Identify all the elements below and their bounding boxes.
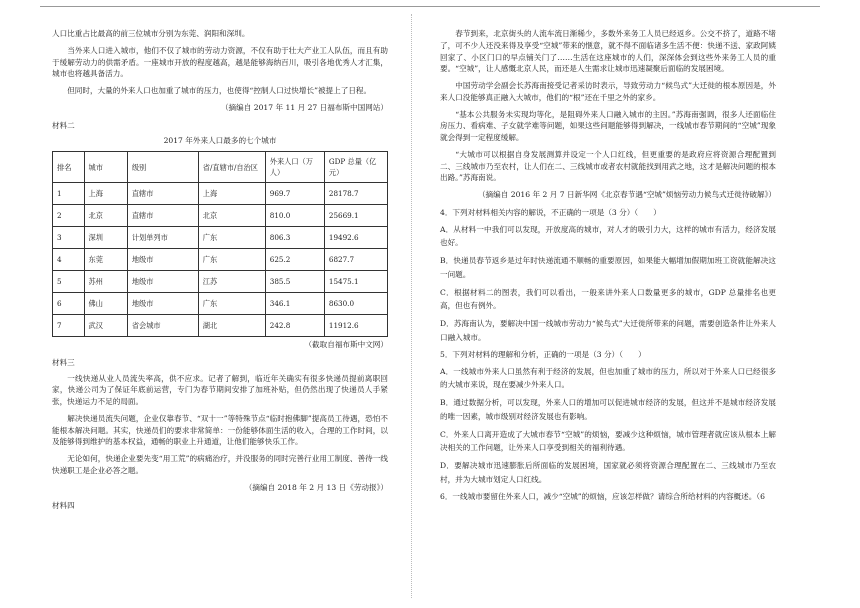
cell: 计划单列市	[127, 227, 198, 249]
th-migrants: 外来人口（万人）	[265, 152, 324, 183]
cell: 广东	[198, 293, 265, 315]
material4-para3: “基本公共服务未实现均等化，是阻碍外来人口融入城市的主因。”苏海南强调，很多人还面临住房压力、看病难、子女就学难等问题，如果这些问题能够得到解决，一线城市春节期间的“空城”现象就会得到一定程度缓解。	[440, 109, 776, 143]
cell: 810.0	[265, 205, 324, 227]
left-column	[52, 28, 388, 515]
cell: 969.7	[265, 183, 324, 205]
cell: 北京	[198, 205, 265, 227]
cell: 上海	[84, 183, 127, 205]
intro-line: 人口比重占比最高的前三位城市分别为东莞、润阳和深圳。	[52, 29, 250, 38]
cell: 385.5	[265, 271, 324, 293]
cell: 2	[53, 205, 85, 227]
cell: 19492.6	[324, 227, 387, 249]
cell: 湖北	[198, 315, 265, 337]
material3-para3: 无论如何，快递企业要先变“用工荒”的病痛治疗，并没服务的同时完善行业用工制度、善待一线快递职工是企业必答之题。	[52, 454, 388, 476]
cell: 深圳	[84, 227, 127, 249]
q4-option-d: D．苏海南认为，要解决中国一线城市劳动力“候鸟式”大迁徙所带来的问题，需要创造条件让外来人口融入城市。	[440, 319, 776, 342]
migrant-population-table	[52, 151, 388, 337]
table-row	[53, 205, 388, 227]
cell: 625.2	[265, 249, 324, 271]
cell: 地级市	[127, 249, 198, 271]
cell: 6827.7	[324, 249, 387, 271]
material1-para2: 但同时，大量的外来人口也加重了城市的压力，也使得“控制人口过快增长”被提上了日程。	[67, 86, 372, 96]
cell: 25669.1	[324, 205, 387, 227]
cell: 15475.1	[324, 271, 387, 293]
cell: 北京	[84, 205, 127, 227]
q5-option-b: B．通过数据分析，可以发现，外来人口的增加可以促进城市经济的发展，但这并不是城市经济发展的唯一因素，城市级别对经济发展也有影响。	[440, 398, 776, 421]
table-row	[53, 227, 388, 249]
column-divider	[411, 14, 412, 598]
cell: 7	[53, 315, 85, 337]
cell: 佛山	[84, 293, 127, 315]
cell: 省会城市	[127, 315, 198, 337]
cell: 6	[53, 293, 85, 315]
source-material1: （摘编自 2017 年 11 月 27 日福布斯中国网站）	[220, 102, 388, 112]
question-4: 4．下列对材料相关内容的解说，不正确的一项是（3 分）（ ）	[440, 207, 661, 217]
material2-heading: 材料二	[52, 120, 75, 130]
th-gdp: GDP 总量（亿元）	[324, 152, 387, 183]
table-row	[53, 315, 388, 337]
table-row	[53, 293, 388, 315]
material3-heading: 材料三	[52, 357, 75, 367]
cell: 上海	[198, 183, 265, 205]
q4-option-a: A．从材料一中我们可以发现，开放度高的城市，对人才的吸引力大，这样的城市有活力，经济发展也好。	[440, 224, 776, 247]
table-header-row	[53, 152, 388, 183]
q5-option-c: C．外来人口离开造成了大城市春节“空城”的烦恼，要减少这种烦恼，城市管理者就应该从根本上解决相关的工作问题，让外来人口享受到相关的福利待遇。	[440, 429, 776, 453]
th-province: 省/直辖市/自治区	[198, 152, 265, 183]
material1-para1: 当外来人口进入城市，他们不仅了城市的劳动力资源，不仅有助于壮大产业工人队伍，而且有助于缓解劳动力的供需矛盾。一座城市开放的程度越高，越是能够海纳百川，吸引各地优秀人才汇集，城市也将越具备活力。	[52, 45, 388, 79]
th-rank: 排名	[53, 152, 85, 183]
cell: 346.1	[265, 293, 324, 315]
cell: 1	[53, 183, 85, 205]
cell: 直辖市	[127, 183, 198, 205]
source-material3: （摘编自 2018 年 2 月 13 日《劳动报》）	[244, 482, 388, 492]
cell: 地级市	[127, 293, 198, 315]
cell: 3	[53, 227, 85, 249]
material3-para2: 解决快递员流失问题，企业仅靠春节、“双十一”等特殊节点“临时抱佛脚”提高员工待遇，恐怕不能根本解决问题。其实，快递员们的要求非常简单：一份能够体面生活的收入，合理的工作时间，以及能够得到维护的基本权益，通畅的职业上升通道，让他们能够快乐工作。	[52, 413, 388, 447]
cell: 5	[53, 271, 85, 293]
cell: 武汉	[84, 315, 127, 337]
cell: 4	[53, 249, 85, 271]
cell: 28178.7	[324, 183, 387, 205]
material4-para2: 中国劳动学会副会长苏海南接受记者采访时表示，导致劳动力“候鸟式”大迁徙的根本原因是，外来人口没能够真正融入大城市，他们的“根”还在千里之外的家乡。	[440, 81, 776, 102]
material4-para1: 春节到来，北京街头的人流车流日渐稀少，多数外来务工人员已经返乡。公交不挤了，道路不堵了，可不少人还没来得及享受“空城”带来的惬意，就不得不面临诸多生活不便：快递不送、家政阿姨回家了、小区门口的早点铺关门了……生活在这座城市的人们，深深体会到这些外来务工人员的重要。“空城”，让人感慨北京人民，而还是人生需求让城市迅速凝聚后面临的发展困境。	[440, 29, 776, 74]
table-caption: 2017 年外来人口最多的七个城市	[163, 136, 277, 146]
right-column	[440, 28, 776, 507]
material4-heading: 材料四	[52, 500, 75, 510]
table-row	[53, 271, 388, 293]
table-row	[53, 249, 388, 271]
cell: 地级市	[127, 271, 198, 293]
th-level: 级别	[127, 152, 198, 183]
cell: 11912.6	[324, 315, 387, 337]
material3-para1: 一线快递从业人员流失率高，供不应求。记者了解到，临近年关确实有很多快递员提前离职回家，快递公司为了保证年底前运营，专门为春节期间安排了加班补贴，但仍然出现了快递员人手紧张，快递运力不足的局面。	[52, 373, 388, 407]
question-6: 6．一线城市要留住外来人口，减少“空城”的烦恼，应该怎样做？请综合所给材料的内容概述。（6	[440, 491, 765, 501]
cell: 江苏	[198, 271, 265, 293]
material4-para4: “大城市可以根据自身发展测算并设定一个人口红线，但更重要的是政府应将资源合理配置到二、三线城市乃至农村，让人们在二、三线城市或者农村就能找到用武之地，这才是解决问题的根本出路。”苏海南说。	[440, 149, 776, 183]
top-rule	[40, 6, 820, 7]
source-material2: （截取自福布斯中文网）	[304, 340, 388, 350]
cell: 东莞	[84, 249, 127, 271]
q4-option-b: B．快递员春节返乡是过年时快递流通不顺畅的重要原因，如果能大幅增加假期加班工资就能解决这一问题。	[440, 256, 776, 279]
th-city: 城市	[84, 152, 127, 183]
cell: 直辖市	[127, 205, 198, 227]
table-row	[53, 183, 388, 205]
cell: 广东	[198, 249, 265, 271]
cell: 苏州	[84, 271, 127, 293]
cell: 广东	[198, 227, 265, 249]
source-material4: （摘编自 2016 年 2 月 7 日新华网《北京春节遇“空城”烦恼劳动力候鸟式迁徙待破解》）	[477, 190, 776, 200]
cell: 8630.0	[324, 293, 387, 315]
cell: 806.3	[265, 227, 324, 249]
q4-option-c: C．根据材料二的图表，我们可以看出，一般来讲外来人口数量更多的城市，GDP 总量排名也更高，但也有例外。	[440, 287, 776, 311]
question-5: 5．下列对材料的理解和分析，正确的一项是（3 分）（ ）	[440, 349, 646, 359]
q5-option-d: D．要解决城市迅速膨胀后所面临的发展困境，国家就必须将资源合理配置在二、三线城市乃至农村，并为大城市划定人口红线。	[440, 461, 776, 484]
q5-option-a: A．一线城市外来人口虽然有利于经济的发展，但也加重了城市的压力，所以对于外来人口已经很多的大城市来说，现在要减少外来人口。	[440, 366, 776, 390]
cell: 242.8	[265, 315, 324, 337]
